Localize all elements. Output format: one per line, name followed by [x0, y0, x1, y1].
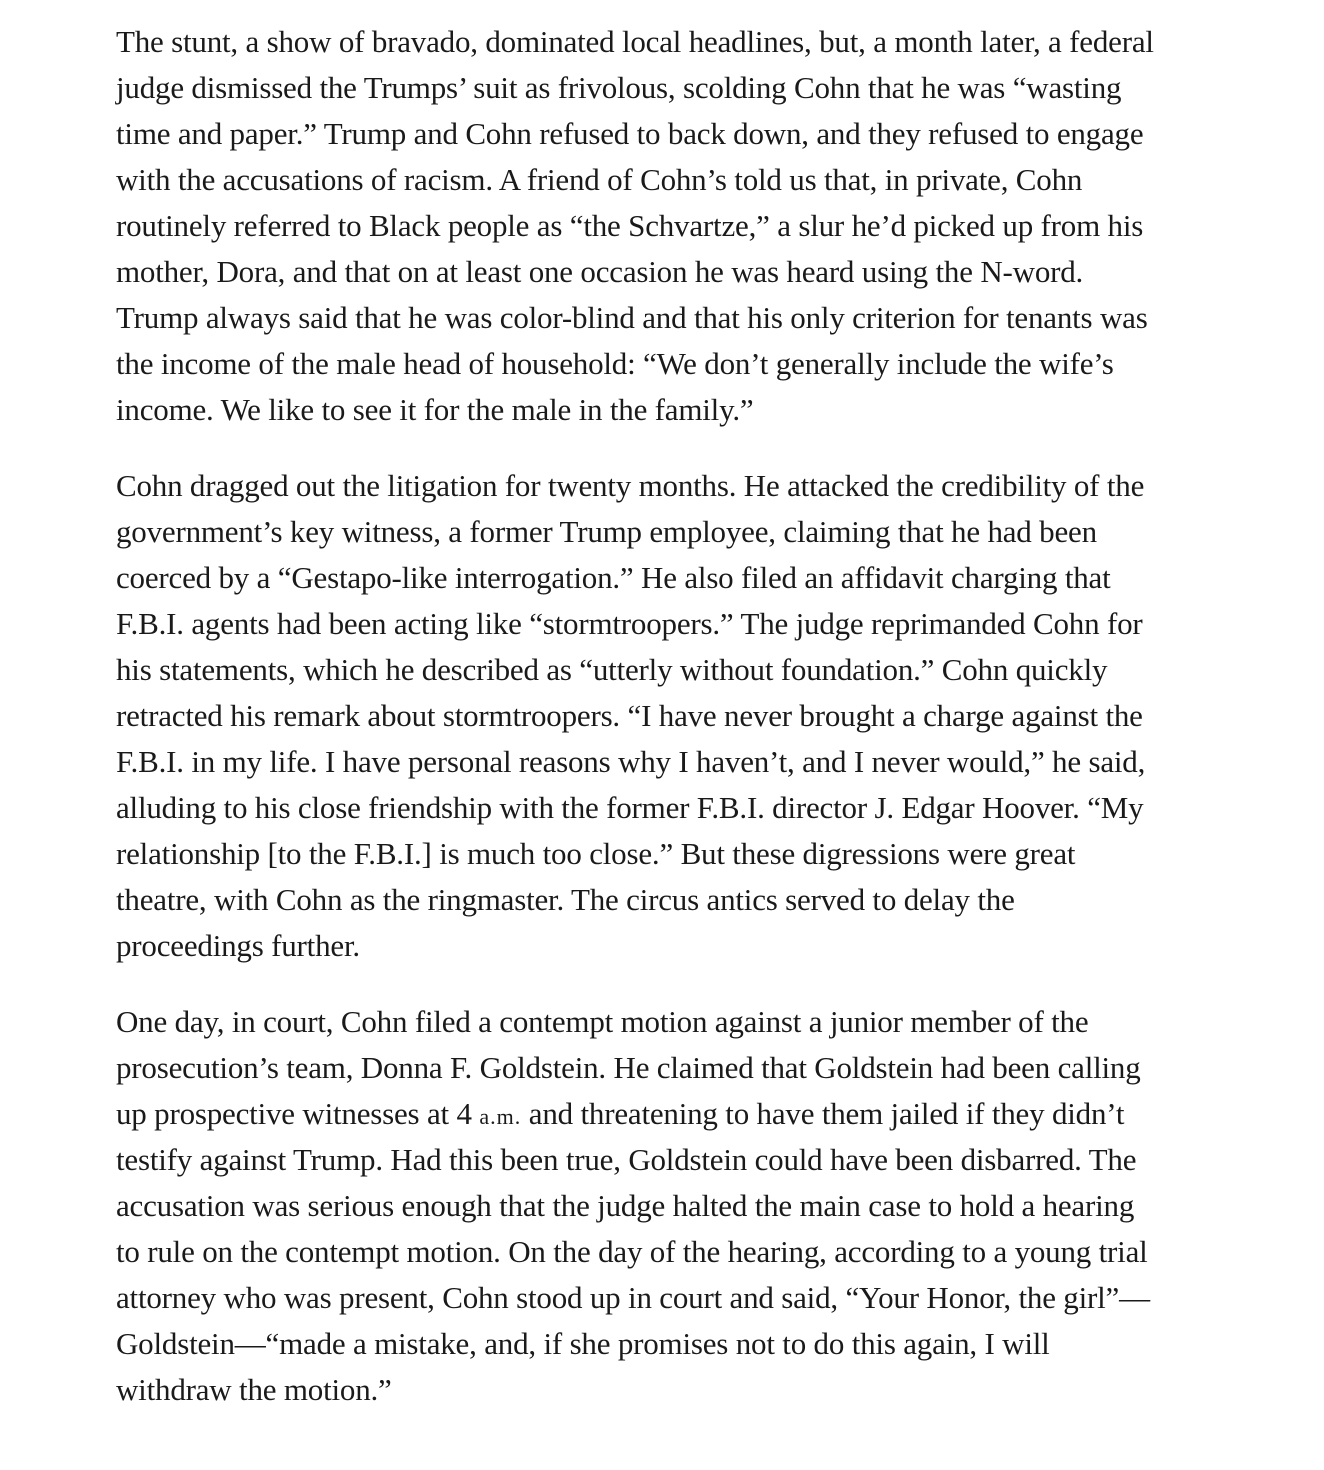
text-line: The stunt, a show of bravado, dominated local headlines, but, a month later, a federal — [116, 24, 1154, 59]
text-line: prosecution’s team, Donna F. Goldstein. He claimed that Goldstein had been calling — [116, 1050, 1141, 1085]
text-line: government’s key witness, a former Trump employee, claiming that he had been — [116, 514, 1097, 549]
paragraph-1 — [116, 19, 1216, 433]
text-line: the income of the male head of household: “We don’t generally include the wife’s — [116, 346, 1114, 381]
text-line: relationship [to the F.B.I.] is much too close.” But these digressions were great — [116, 836, 1076, 871]
text-line: judge dismissed the Trumps’ suit as frivolous, scolding Cohn that he was “wasting — [116, 70, 1122, 105]
text-line: Trump always said that he was color-blind and that his only criterion for tenants was — [116, 300, 1148, 335]
text-line: with the accusations of racism. A friend of Cohn’s told us that, in private, Cohn — [116, 162, 1083, 197]
text-line: Goldstein—“made a mistake, and, if she promises not to do this again, I will — [116, 1326, 1050, 1361]
text-line: income. We like to see it for the male in the family.” — [116, 392, 754, 427]
text-line: Cohn dragged out the litigation for twenty months. He attacked the credibility of the — [116, 468, 1145, 503]
text-line — [116, 1091, 1216, 1137]
text-line: attorney who was present, Cohn stood up in court and said, “Your Honor, the girl”— — [116, 1280, 1150, 1315]
text-line: to rule on the contempt motion. On the day of the hearing, according to a young trial — [116, 1234, 1148, 1269]
text-line: his statements, which he described as “utterly without foundation.” Cohn quickly — [116, 652, 1108, 687]
text-line: alluding to his close friendship with the former F.B.I. director J. Edgar Hoover. “My — [116, 790, 1144, 825]
text-line: mother, Dora, and that on at least one occasion he was heard using the N-word. — [116, 254, 1084, 289]
text-line: One day, in court, Cohn filed a contempt motion against a junior member of the — [116, 1004, 1089, 1039]
text-line: proceedings further. — [116, 928, 360, 963]
paragraph-3 — [116, 999, 1216, 1413]
text-line: testify against Trump. Had this been true, Goldstein could have been disbarred. The — [116, 1142, 1137, 1177]
text-segment: up prospective witnesses at 4 — [116, 1096, 480, 1131]
article-body — [116, 19, 1216, 1413]
time-abbreviation: a.m. — [479, 1104, 522, 1129]
text-line: time and paper.” Trump and Cohn refused to back down, and they refused to engage — [116, 116, 1144, 151]
text-line: routinely referred to Black people as “the Schvartze,” a slur he’d picked up from his — [116, 208, 1144, 243]
text-line: withdraw the motion.” — [116, 1372, 392, 1407]
text-segment: and threatening to have them jailed if they didn’t — [521, 1096, 1125, 1131]
text-line: accusation was serious enough that the judge halted the main case to hold a hearing — [116, 1188, 1135, 1223]
text-line: F.B.I. in my life. I have personal reasons why I haven’t, and I never would,” he said, — [116, 744, 1146, 779]
text-line: retracted his remark about stormtroopers. “I have never brought a charge against the — [116, 698, 1143, 733]
text-line: coerced by a “Gestapo-like interrogation.” He also filed an affidavit charging that — [116, 560, 1111, 595]
paragraph-2 — [116, 463, 1216, 969]
text-line: F.B.I. agents had been acting like “stormtroopers.” The judge reprimanded Cohn for — [116, 606, 1143, 641]
text-line: theatre, with Cohn as the ringmaster. The circus antics served to delay the — [116, 882, 1015, 917]
